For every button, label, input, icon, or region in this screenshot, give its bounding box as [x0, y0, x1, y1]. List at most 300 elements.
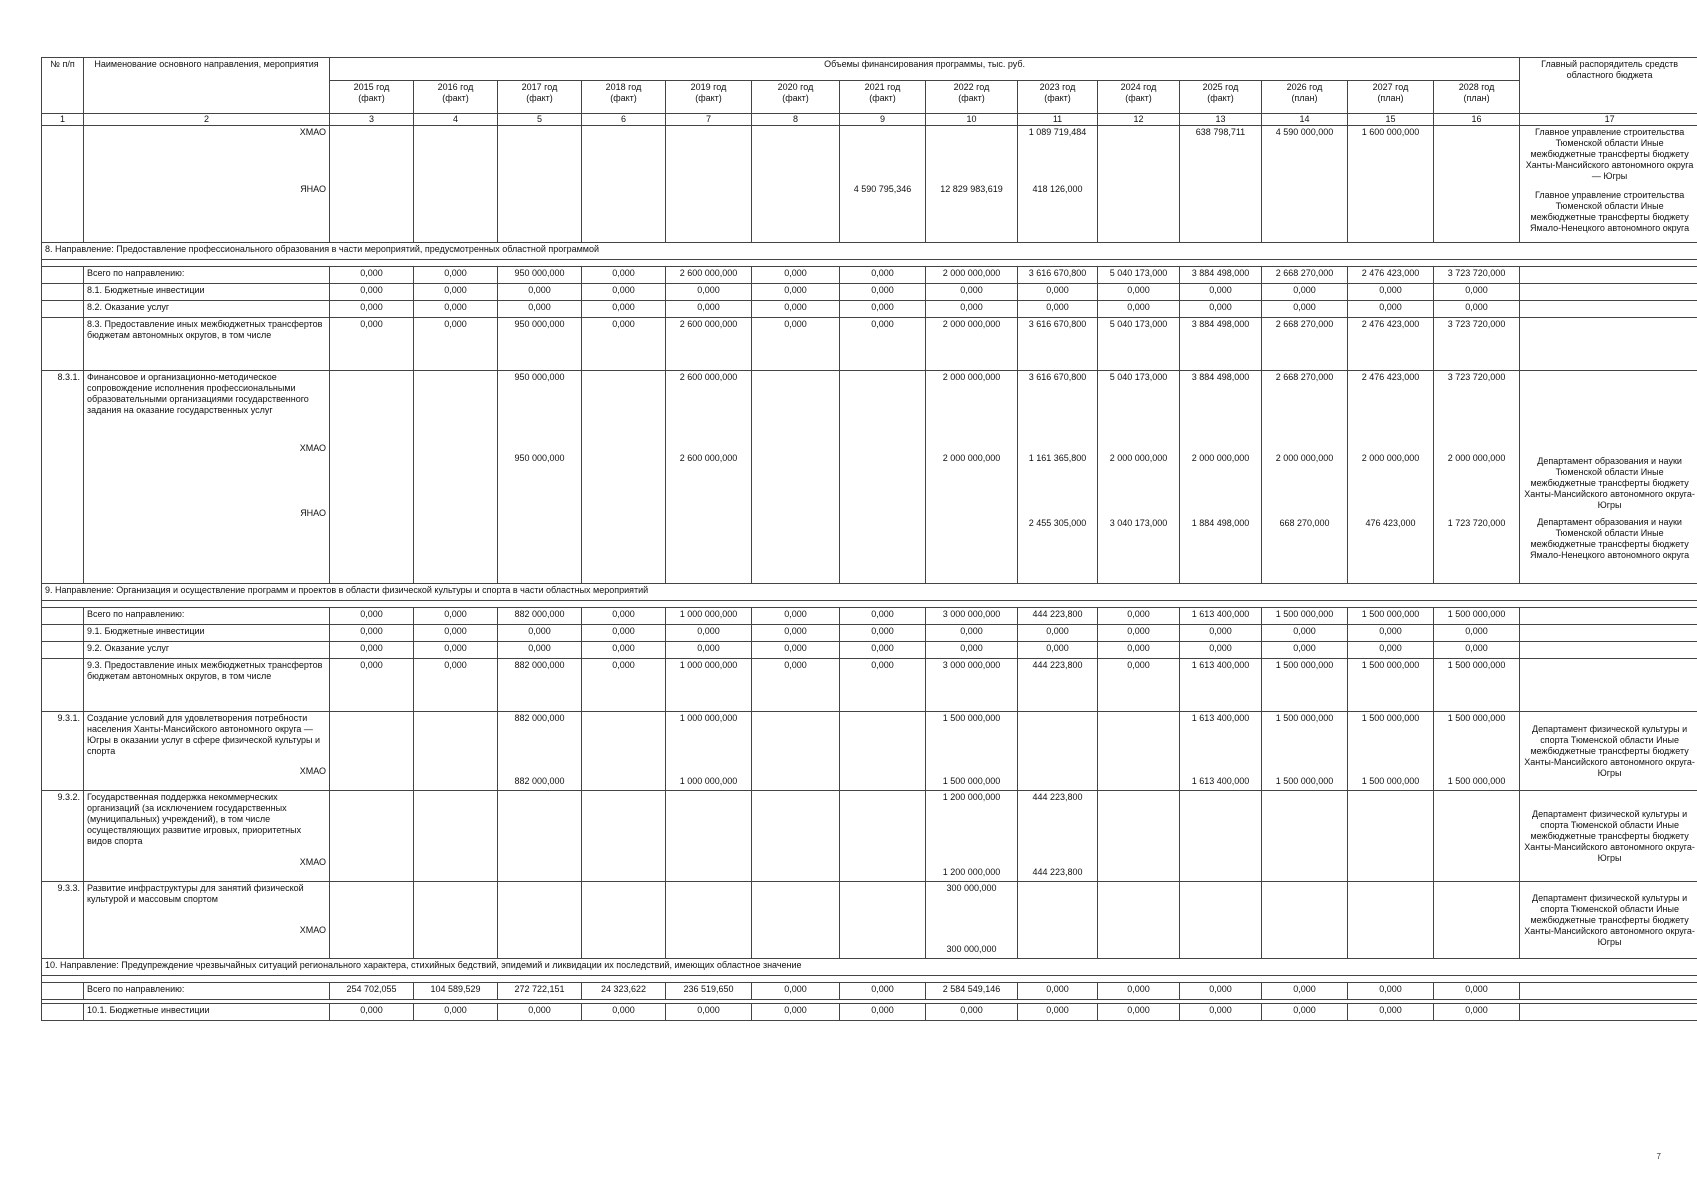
distributor-cell [1520, 712, 1697, 791]
value-cell [1018, 659, 1098, 712]
column-index [1018, 114, 1098, 126]
year-label: 2017 год [521, 82, 558, 92]
value-text: 1 500 000,000 [1275, 660, 1334, 670]
value-text: 1 500 000,000 [1361, 609, 1420, 619]
column-index-text: 13 [1215, 114, 1226, 124]
column-index [84, 114, 330, 126]
header-year [1262, 81, 1348, 114]
value-cell [498, 126, 582, 243]
header-year [666, 81, 752, 114]
year-kind: (факт) [358, 93, 385, 103]
value-text: 1 884 498,000 [1191, 518, 1250, 528]
row-label-text: 8.1. Бюджетные инвестиции [87, 285, 205, 295]
value-cell [498, 371, 582, 584]
value-text: 950 000,000 [514, 453, 565, 463]
row-number [42, 659, 84, 712]
row-number-text: 9.3.2. [57, 792, 80, 802]
value-cell [926, 625, 1018, 642]
row-label-text: Всего по направлению: [87, 984, 185, 994]
value-cell [1098, 126, 1180, 243]
spacer [929, 138, 1014, 184]
value-text: 1 723 720,000 [1447, 518, 1506, 528]
value-cell [1018, 371, 1098, 584]
value-cell [666, 126, 752, 243]
value-cell [414, 791, 498, 882]
year-label: 2028 год [1458, 82, 1495, 92]
year-label: 2015 год [353, 82, 390, 92]
value-text: 0,000 [612, 660, 635, 670]
distributor-text: Департамент физической культуры и спорта Тюменской области Иные межбюджетные трансферты бюджету Ханты-Мансийского автономного округа-Югры [1524, 723, 1695, 778]
value-text: 3 884 498,000 [1191, 372, 1250, 382]
value-cell [330, 882, 414, 959]
value-text: 1 161 365,800 [1028, 453, 1087, 463]
row-label-text: 10.1. Бюджетные инвестиции [87, 1005, 210, 1015]
value-cell [330, 625, 414, 642]
spacer [843, 792, 922, 856]
value-cell [1262, 1004, 1348, 1021]
row-number [42, 608, 84, 625]
value-cell [414, 1004, 498, 1021]
value-text: 444 223,800 [1032, 792, 1083, 802]
value-cell [498, 712, 582, 791]
value-text: 0,000 [697, 285, 720, 295]
value-text: 1 500 000,000 [1447, 713, 1506, 723]
spacer [1523, 372, 1696, 456]
value-cell [1180, 301, 1262, 318]
direction-title-text: 9. Направление: Организация и осуществление программ и проектов в области физической культуры и спорта в части областных мероприятий [45, 585, 649, 595]
value-text: 0,000 [960, 643, 983, 653]
row-label-text: 8.3. Предоставление иных межбюджетных трансфертов бюджетам автономных округов, в том числе [87, 319, 323, 340]
value-cell [414, 608, 498, 625]
value-cell [666, 1004, 752, 1021]
value-cell [752, 284, 840, 301]
value-cell [840, 1004, 926, 1021]
value-text: 0,000 [1293, 285, 1316, 295]
value-cell [414, 642, 498, 659]
column-index [414, 114, 498, 126]
spacer [755, 372, 836, 442]
year-kind: (факт) [1207, 93, 1234, 103]
value-cell [1098, 267, 1180, 284]
header-col-name [84, 58, 330, 114]
row-label-text: 9.2. Оказание услуг [87, 643, 170, 653]
value-cell [1180, 608, 1262, 625]
dir9-row-9-3-3 [42, 882, 1697, 959]
value-text: 0,000 [960, 1005, 983, 1015]
row-number [42, 126, 84, 243]
value-text: 0,000 [871, 319, 894, 329]
value-text: 1 200 000,000 [942, 792, 1001, 802]
row-label-text: Государственная поддержка некоммерческих организаций (за исключением государственных (муниципальных) учреждений), в том числе осуществляющих развитие игровых, приоритетных видов спорта [87, 792, 302, 846]
value-cell [926, 1004, 1018, 1021]
value-text: 0,000 [360, 626, 383, 636]
value-cell [498, 642, 582, 659]
value-cell [1348, 625, 1434, 642]
row-number [42, 267, 84, 284]
spacer [1265, 464, 1344, 518]
value-cell [1180, 983, 1262, 1000]
year-kind: (факт) [782, 93, 809, 103]
spacer [1101, 792, 1176, 856]
row-label [84, 371, 330, 584]
value-cell [1262, 284, 1348, 301]
value-cell [1434, 983, 1520, 1000]
value-cell [752, 608, 840, 625]
row-label-text: Всего по направлению: [87, 268, 185, 278]
value-text: 254 702,055 [346, 984, 397, 994]
value-cell [1180, 659, 1262, 712]
year-kind: (факт) [1044, 93, 1071, 103]
value-text: 0,000 [1293, 302, 1316, 312]
row-label [84, 642, 330, 659]
row-label-text: Финансовое и организационно-методическое сопровождение исполнения профессиональными образовательными организациями государственного задания на оказание государственных услуг [87, 372, 309, 415]
row-number-text: 9.3.1. [57, 713, 80, 723]
region-label-hmao: ХМАО [299, 857, 326, 867]
value-text: 0,000 [784, 626, 807, 636]
value-cell [1180, 267, 1262, 284]
value-cell [666, 983, 752, 1000]
value-cell [1098, 318, 1180, 371]
value-text: 0,000 [1127, 660, 1150, 670]
column-index [666, 114, 752, 126]
row-number-text: 8.3.1. [57, 372, 80, 382]
spacer [1183, 792, 1258, 856]
column-index [42, 114, 84, 126]
value-cell [414, 712, 498, 791]
value-cell [840, 318, 926, 371]
column-index [1262, 114, 1348, 126]
spacer [1021, 383, 1094, 453]
region-label-hmao: ХМАО [299, 127, 326, 137]
value-cell [498, 791, 582, 882]
year-kind: (факт) [610, 93, 637, 103]
value-cell [926, 301, 1018, 318]
value-text: 2 600 000,000 [679, 372, 738, 382]
value-text: 2 668 270,000 [1275, 268, 1334, 278]
value-cell [666, 608, 752, 625]
value-text: 5 040 173,000 [1109, 319, 1168, 329]
value-text: 1 000 000,000 [679, 776, 738, 786]
value-text: 3 723 720,000 [1447, 268, 1506, 278]
value-cell [1348, 659, 1434, 712]
spacer [1437, 792, 1516, 856]
spacer [1265, 724, 1344, 776]
value-text: 0,000 [1046, 984, 1069, 994]
value-cell [926, 642, 1018, 659]
value-text: 0,000 [360, 643, 383, 653]
year-kind: (факт) [869, 93, 896, 103]
value-text: 0,000 [697, 643, 720, 653]
column-index [926, 114, 1018, 126]
year-label: 2027 год [1372, 82, 1409, 92]
value-text: 2 600 000,000 [679, 453, 738, 463]
value-cell [1348, 126, 1434, 243]
value-cell [840, 882, 926, 959]
value-cell [1262, 983, 1348, 1000]
value-cell [1434, 625, 1520, 642]
value-text: 0,000 [960, 626, 983, 636]
value-cell [1018, 301, 1098, 318]
value-cell [840, 712, 926, 791]
value-cell [1098, 608, 1180, 625]
value-cell [926, 983, 1018, 1000]
value-cell [666, 371, 752, 584]
value-text: 3 616 670,800 [1028, 319, 1087, 329]
value-cell [1098, 371, 1180, 584]
year-kind: (факт) [442, 93, 469, 103]
value-text: 1 613 400,000 [1191, 609, 1250, 619]
value-text: 3 723 720,000 [1447, 319, 1506, 329]
value-text: 0,000 [784, 319, 807, 329]
value-cell [1434, 659, 1520, 712]
value-cell [1098, 625, 1180, 642]
value-text: 1 500 000,000 [1447, 609, 1506, 619]
value-cell [666, 301, 752, 318]
value-text: 3 000 000,000 [942, 660, 1001, 670]
distributor-text: Департамент физической культуры и спорта Тюменской области Иные межбюджетные трансферты бюджету Ханты-Мансийского автономного округа-Югры [1524, 892, 1695, 947]
continuation-row [42, 126, 1697, 243]
table-body [42, 58, 1697, 1021]
value-text: 0,000 [784, 268, 807, 278]
value-text: 0,000 [444, 609, 467, 619]
value-text: 444 223,800 [1032, 867, 1083, 877]
value-text: 444 223,800 [1032, 609, 1083, 619]
header-year [1018, 81, 1098, 114]
value-cell [330, 126, 414, 243]
row-label [84, 267, 330, 284]
value-text: 950 000,000 [514, 268, 565, 278]
value-text: 2 476 423,000 [1361, 372, 1420, 382]
value-cell [1434, 126, 1520, 243]
year-label: 2021 год [864, 82, 901, 92]
row-number [42, 642, 84, 659]
spacer [1101, 383, 1176, 453]
value-text: 2 476 423,000 [1361, 268, 1420, 278]
value-text: 0,000 [1465, 626, 1488, 636]
distributor-cell [1520, 301, 1697, 318]
value-text: 0,000 [360, 660, 383, 670]
value-text: 0,000 [1127, 984, 1150, 994]
distributor-cell [1520, 284, 1697, 301]
row-label [84, 126, 330, 243]
spacer [417, 372, 494, 442]
year-label: 2018 год [605, 82, 642, 92]
spacer-row [42, 260, 1697, 267]
spacer [843, 127, 922, 138]
spacer [417, 883, 494, 933]
value-cell [1434, 882, 1520, 959]
value-text: 0,000 [871, 984, 894, 994]
value-cell [1018, 608, 1098, 625]
value-text: 0,000 [1379, 302, 1402, 312]
row-label-text: 9.3. Предоставление иных межбюджетных трансфертов бюджетам автономных округов, в том числе [87, 660, 323, 681]
financing-table [41, 57, 1697, 1021]
value-text: 2 000 000,000 [942, 319, 1001, 329]
value-cell [1098, 791, 1180, 882]
value-text: 0,000 [1127, 285, 1150, 295]
value-cell [1262, 791, 1348, 882]
column-index [1348, 114, 1434, 126]
direction-title [42, 243, 1697, 260]
value-cell [1018, 712, 1098, 791]
value-text: 0,000 [1209, 643, 1232, 653]
value-text: 0,000 [612, 302, 635, 312]
value-text: 1 500 000,000 [1447, 776, 1506, 786]
value-text: 2 668 270,000 [1275, 372, 1334, 382]
value-cell [752, 625, 840, 642]
dir9-row-9-3-1 [42, 712, 1697, 791]
year-label: 2016 год [437, 82, 474, 92]
value-text: 0,000 [1465, 302, 1488, 312]
value-text: 0,000 [1209, 285, 1232, 295]
value-text: 2 000 000,000 [942, 372, 1001, 382]
value-text: 1 500 000,000 [1361, 713, 1420, 723]
value-cell [840, 284, 926, 301]
spacer [1265, 383, 1344, 453]
spacer [87, 454, 326, 508]
value-cell [1098, 1004, 1180, 1021]
spacer [1265, 883, 1344, 933]
spacer [1183, 724, 1258, 776]
value-text: 0,000 [1379, 1005, 1402, 1015]
value-cell [1262, 126, 1348, 243]
value-cell [1098, 284, 1180, 301]
value-text: 0,000 [1379, 643, 1402, 653]
column-index [1434, 114, 1520, 126]
value-text: 1 200 000,000 [942, 867, 1001, 877]
spacer-cell [42, 260, 1697, 267]
column-index-text: 4 [452, 114, 458, 124]
spacer [1265, 138, 1344, 184]
value-cell [1262, 371, 1348, 584]
value-text: 1 089 719,484 [1028, 127, 1087, 137]
value-text: 12 829 983,619 [940, 184, 1003, 194]
column-index-text: 6 [620, 114, 626, 124]
distributor-cell [1520, 791, 1697, 882]
spacer [87, 905, 326, 925]
dir9-row-9-3 [42, 659, 1697, 712]
value-cell [752, 318, 840, 371]
column-index-text: 12 [1133, 114, 1144, 124]
value-text: 1 600 000,000 [1361, 127, 1420, 137]
value-text: 0,000 [1046, 643, 1069, 653]
row-number [42, 625, 84, 642]
spacer [1351, 724, 1430, 776]
value-cell [840, 791, 926, 882]
column-index [330, 114, 414, 126]
value-cell [1180, 126, 1262, 243]
spacer [333, 372, 410, 442]
value-text: 0,000 [871, 1005, 894, 1015]
value-cell [666, 791, 752, 882]
value-text: 2 000 000,000 [1447, 453, 1506, 463]
spacer [669, 883, 748, 933]
spacer [87, 847, 326, 857]
value-cell [1434, 318, 1520, 371]
value-cell [1434, 301, 1520, 318]
header-label: Главный распорядитель средств областного бюджета [1541, 59, 1679, 80]
spacer [1021, 713, 1094, 765]
value-text: 0,000 [1293, 984, 1316, 994]
distributor-text: Департамент образования и науки Тюменской области Иные межбюджетные трансферты бюджету Ханты-Мансийского автономного округа-Югры [1524, 456, 1695, 510]
distributor-cell [1520, 625, 1697, 642]
dir9-row-9-1 [42, 625, 1697, 642]
value-cell [1348, 318, 1434, 371]
spacer [87, 757, 326, 766]
value-text: 1 613 400,000 [1191, 776, 1250, 786]
year-kind: (план) [1291, 93, 1318, 103]
spacer [417, 792, 494, 856]
value-text: 0,000 [528, 626, 551, 636]
value-cell [1262, 318, 1348, 371]
value-cell [840, 625, 926, 642]
value-cell [330, 642, 414, 659]
value-text: 0,000 [444, 626, 467, 636]
row-label [84, 1004, 330, 1021]
spacer [585, 792, 662, 856]
value-text: 1 000 000,000 [679, 660, 738, 670]
distributor-cell [1520, 267, 1697, 284]
value-text: 0,000 [1465, 285, 1488, 295]
value-cell [926, 659, 1018, 712]
value-cell [1434, 267, 1520, 284]
value-text: 0,000 [1465, 1005, 1488, 1015]
header-row [42, 58, 1697, 81]
value-text: 236 519,650 [683, 984, 734, 994]
value-cell [926, 318, 1018, 371]
value-cell [840, 659, 926, 712]
value-cell [840, 126, 926, 243]
value-cell [330, 284, 414, 301]
value-cell [498, 267, 582, 284]
value-text: 638 798,711 [1195, 127, 1246, 137]
value-cell [1348, 642, 1434, 659]
value-text: 0,000 [784, 984, 807, 994]
row-label-text: Всего по направлению: [87, 609, 185, 619]
value-text: 0,000 [360, 285, 383, 295]
spacer [417, 713, 494, 765]
value-cell [666, 267, 752, 284]
year-kind: (факт) [1125, 93, 1152, 103]
value-cell [414, 983, 498, 1000]
value-cell [1018, 625, 1098, 642]
column-index [1098, 114, 1180, 126]
value-text: 3 884 498,000 [1191, 268, 1250, 278]
region-label-hmao: ХМАО [299, 766, 326, 776]
value-cell [1434, 371, 1520, 584]
year-kind: (план) [1463, 93, 1490, 103]
value-text: 0,000 [360, 609, 383, 619]
value-cell [1180, 882, 1262, 959]
value-text: 0,000 [528, 302, 551, 312]
spacer [501, 792, 578, 856]
value-text: 5 040 173,000 [1109, 268, 1168, 278]
value-cell [1180, 284, 1262, 301]
spacer [501, 383, 578, 453]
value-cell [1018, 267, 1098, 284]
value-text: 0,000 [784, 285, 807, 295]
distributor-text: Главное управление строительства Тюменской области Иные межбюджетные трансферты бюджету Ямало-Ненецкого автономного округа [1530, 190, 1690, 233]
value-text: 0,000 [612, 626, 635, 636]
value-text: 0,000 [360, 268, 383, 278]
value-text: 2 455 305,000 [1028, 518, 1087, 528]
page-number: 7 [1656, 1152, 1661, 1161]
spacer [843, 883, 922, 933]
row-number [42, 1004, 84, 1021]
value-text: 668 270,000 [1279, 518, 1330, 528]
spacer [1183, 883, 1258, 933]
value-cell [414, 371, 498, 584]
